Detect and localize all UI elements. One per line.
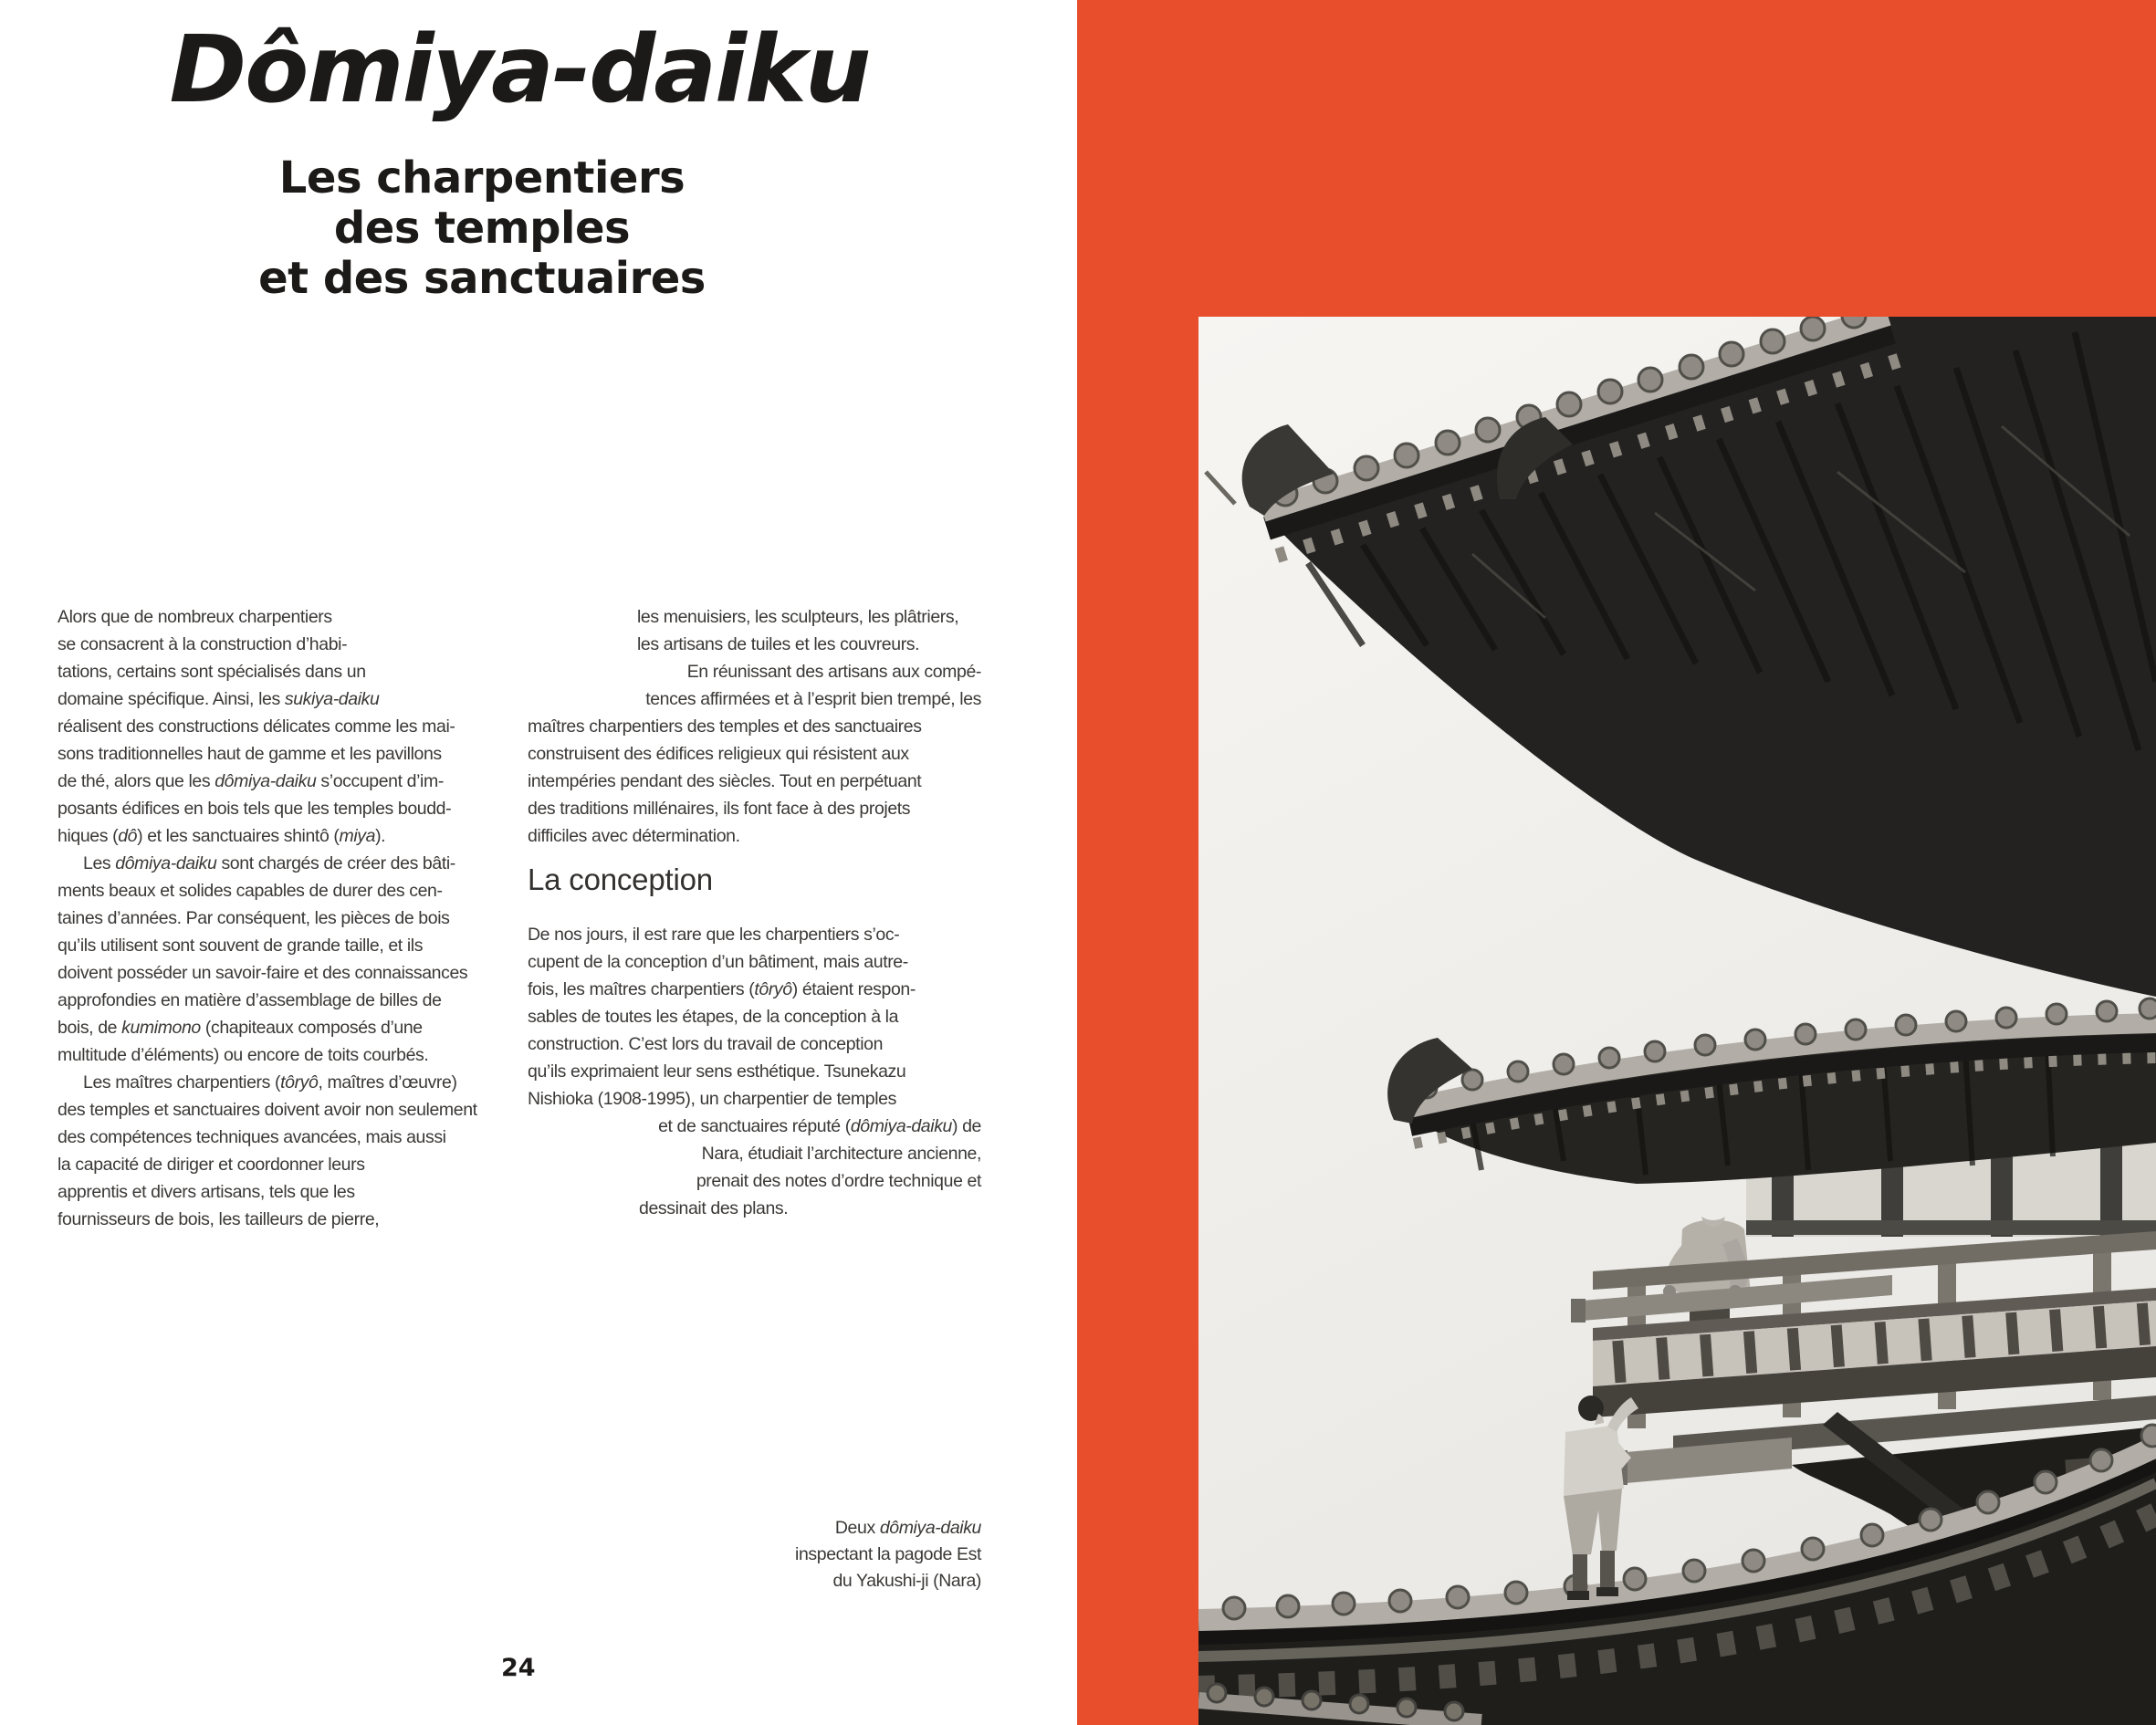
body-line: qu’ils utilisent sont souvent de grande taille, et ils bbox=[58, 936, 424, 956]
body-line: la capacité de diriger et coordonner leurs bbox=[58, 1155, 365, 1175]
body-line: et de sanctuaires réputé (dômiya-daiku) de bbox=[658, 1116, 981, 1136]
body-line: fournisseurs de bois, les tailleurs de pierre, bbox=[58, 1209, 380, 1229]
body-line: hiques (dô) et les sanctuaires shintô (miya). bbox=[58, 826, 386, 846]
body-line: apprentis et divers artisans, tels que les bbox=[58, 1182, 355, 1202]
body-line: En réunissant des artisans aux compé- bbox=[686, 662, 981, 682]
section-heading: La conception bbox=[528, 862, 713, 896]
body-line: de thé, alors que les dômiya-daiku s’occupent d’im- bbox=[58, 771, 444, 791]
body-line: Les dômiya-daiku sont chargés de créer des bâti- bbox=[83, 853, 455, 873]
body-line: réalisent des constructions délicates comme les mai- bbox=[58, 716, 455, 737]
caption-line: du Yakushi-ji (Nara) bbox=[832, 1571, 981, 1591]
body-line: doivent posséder un savoir-faire et des connaissances bbox=[58, 963, 468, 983]
body-line: difficiles avec détermination. bbox=[528, 826, 740, 846]
body-line: des temples et sanctuaires doivent avoir non seulement bbox=[58, 1100, 477, 1120]
body-line: dessinait des plans. bbox=[639, 1198, 789, 1218]
temple-photo bbox=[1198, 317, 2156, 1725]
body-line: se consacrent à la construction d’habi- bbox=[58, 634, 348, 654]
body-line: domaine spécifique. Ainsi, les sukiya-daiku bbox=[58, 689, 380, 709]
body-line: tations, certains sont spécialisés dans un bbox=[58, 662, 366, 682]
body-line: des traditions millénaires, ils font face à des projets bbox=[528, 799, 911, 819]
body-line: approfondies en matière d’assemblage de billes de bbox=[58, 990, 442, 1010]
subtitle-line: des temples bbox=[333, 203, 631, 254]
page-subtitle bbox=[58, 153, 906, 304]
body-line: prenait des notes d’ordre technique et bbox=[696, 1171, 981, 1191]
white-cap bbox=[1699, 1198, 1728, 1220]
text-column-2 bbox=[528, 603, 981, 1222]
body-line: sons traditionnelles haut de gamme et les pavillons bbox=[58, 744, 442, 764]
body-line: Nishioka (1908-1995), un charpentier de temples bbox=[528, 1089, 896, 1109]
body-line: construisent des édifices religieux qui résistent aux bbox=[528, 744, 909, 764]
body-line: Nara, étudiait l’architecture ancienne, bbox=[701, 1144, 981, 1164]
page-number: 24 bbox=[501, 1654, 536, 1682]
caption-line: inspectant la pagode Est bbox=[795, 1544, 981, 1564]
body-line: sables de toutes les étapes, de la conception à la bbox=[528, 1007, 899, 1027]
subtitle-line: Les charpentiers bbox=[278, 152, 686, 204]
body-line: maîtres charpentiers des temples et des sanctuaires bbox=[528, 716, 922, 737]
body-line: De nos jours, il est rare que les charpentiers s’oc- bbox=[528, 925, 900, 945]
body-line: taines d’années. Par conséquent, les pièces de bois bbox=[58, 908, 450, 928]
body-line: Les maîtres charpentiers (tôryô, maîtres d’œuvre) bbox=[83, 1072, 457, 1092]
body-line: des compétences techniques avancées, mais aussi bbox=[58, 1127, 446, 1147]
body-line: construction. C’est lors du travail de conception bbox=[528, 1034, 884, 1054]
body-line: tences affirmées et à l’esprit bien trempé, les bbox=[645, 689, 981, 709]
body-line: qu’ils exprimaient leur sens esthétique. Tsunekazu bbox=[528, 1061, 906, 1082]
body-line: Alors que de nombreux charpentiers bbox=[58, 607, 332, 627]
text-column-1 bbox=[58, 603, 528, 1233]
body-line: bois, de kumimono (chapiteaux composés d’une bbox=[58, 1018, 423, 1038]
body-line: les artisans de tuiles et les couvreurs. bbox=[637, 634, 920, 654]
body-line: ments beaux et solides capables de durer des cen- bbox=[58, 881, 443, 901]
subtitle-line: et des sanctuaires bbox=[258, 253, 706, 304]
body-line: fois, les maîtres charpentiers (tôryô) étaient respon- bbox=[528, 979, 916, 999]
photo-caption bbox=[528, 1515, 981, 1594]
page-title: Dômiya-daiku bbox=[169, 16, 870, 124]
body-line: multitude d’éléments) ou encore de toits courbés. bbox=[58, 1045, 429, 1065]
body-line: cupent de la conception d’un bâtiment, mais autre- bbox=[528, 952, 908, 972]
caption-line: Deux dômiya-daiku bbox=[834, 1518, 981, 1538]
body-line: les menuisiers, les sculpteurs, les plâtriers, bbox=[637, 607, 959, 627]
body-line: intempéries pendant des siècles. Tout en perpétuant bbox=[528, 771, 922, 791]
body-line: posants édifices en bois tels que les temples boudd- bbox=[58, 799, 452, 819]
